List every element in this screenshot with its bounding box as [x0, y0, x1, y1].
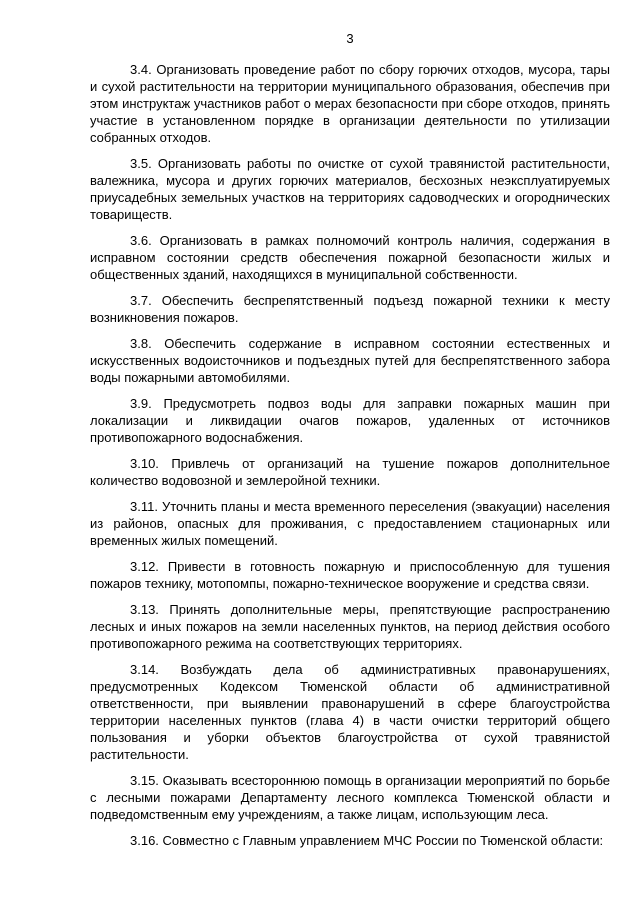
- paragraph-3-14: 3.14. Возбуждать дела об административных правонарушениях, предусмотренных Кодексом Тюменской области об административной ответственности, при выявлении правонарушений в сфере благоустройства территории населенных пунктов (глава 4) в части очистки территорий общего пользования и уборки объектов благоустройства от сухой травянистой растительности.: [90, 662, 610, 762]
- paragraph-3-9: 3.9. Предусмотреть подвоз воды для заправки пожарных машин при локализации и ликвидации очагов пожаров, удаленных от источников противопожарного водоснабжения.: [90, 396, 610, 445]
- page-number: 3: [346, 31, 354, 46]
- paragraph-3-7: 3.7. Обеспечить беспрепятственный подъезд пожарной техники к месту возникновения пожаров.: [90, 293, 610, 325]
- paragraph-3-8: 3.8. Обеспечить содержание в исправном состоянии естественных и искусственных водоисточников и подъездных путей для беспрепятственного забора воды пожарными автомобилями.: [90, 336, 610, 385]
- paragraph-3-12: 3.12. Привести в готовность пожарную и приспособленную для тушения пожаров технику, мотопомпы, пожарно-техническое вооружение и средства связи.: [90, 559, 610, 591]
- paragraph-3-16: 3.16. Совместно с Главным управлением МЧС России по Тюменской области:: [130, 833, 604, 848]
- paragraph-3-5: 3.5. Организовать работы по очистке от сухой травянистой растительности, валежника, мусора и других горючих материалов, бесхозных неэксплуатируемых приусадебных земельных участков на территориях садоводческих и огороднических товариществ.: [90, 156, 610, 222]
- paragraph-3-10: 3.10. Привлечь от организаций на тушение пожаров дополнительное количество водовозной и землеройной техники.: [90, 456, 610, 488]
- paragraph-3-15: 3.15. Оказывать всестороннюю помощь в организации мероприятий по борьбе с лесными пожарами Департаменту лесного комплекса Тюменской области и подведомственным ему учреждениям, а также лицам, использующим леса.: [90, 773, 610, 822]
- paragraph-3-4: 3.4. Организовать проведение работ по сбору горючих отходов, мусора, тары и сухой растительности на территории муниципального образования, обеспечив при этом инструктаж участников работ о мерах безопасности при сборе отходов, принять участие в установленном порядке в организации деятельности по утилизации собранных отходов.: [90, 62, 610, 145]
- paragraph-3-6: 3.6. Организовать в рамках полномочий контроль наличия, содержания в исправном состоянии средств обеспечения пожарной безопасности жилых и общественных зданий, находящихся в муниципальной собственности.: [90, 233, 610, 282]
- paragraph-3-13: 3.13. Принять дополнительные меры, препятствующие распространению лесных и иных пожаров на земли населенных пунктов, на период действия особого противопожарного режима на соответствующих территориях.: [90, 602, 610, 651]
- paragraph-3-11: 3.11. Уточнить планы и места временного переселения (эвакуации) населения из районов, опасных для проживания, с предоставлением стационарных или временных жилых помещений.: [90, 499, 610, 548]
- document-body: [90, 61, 610, 858]
